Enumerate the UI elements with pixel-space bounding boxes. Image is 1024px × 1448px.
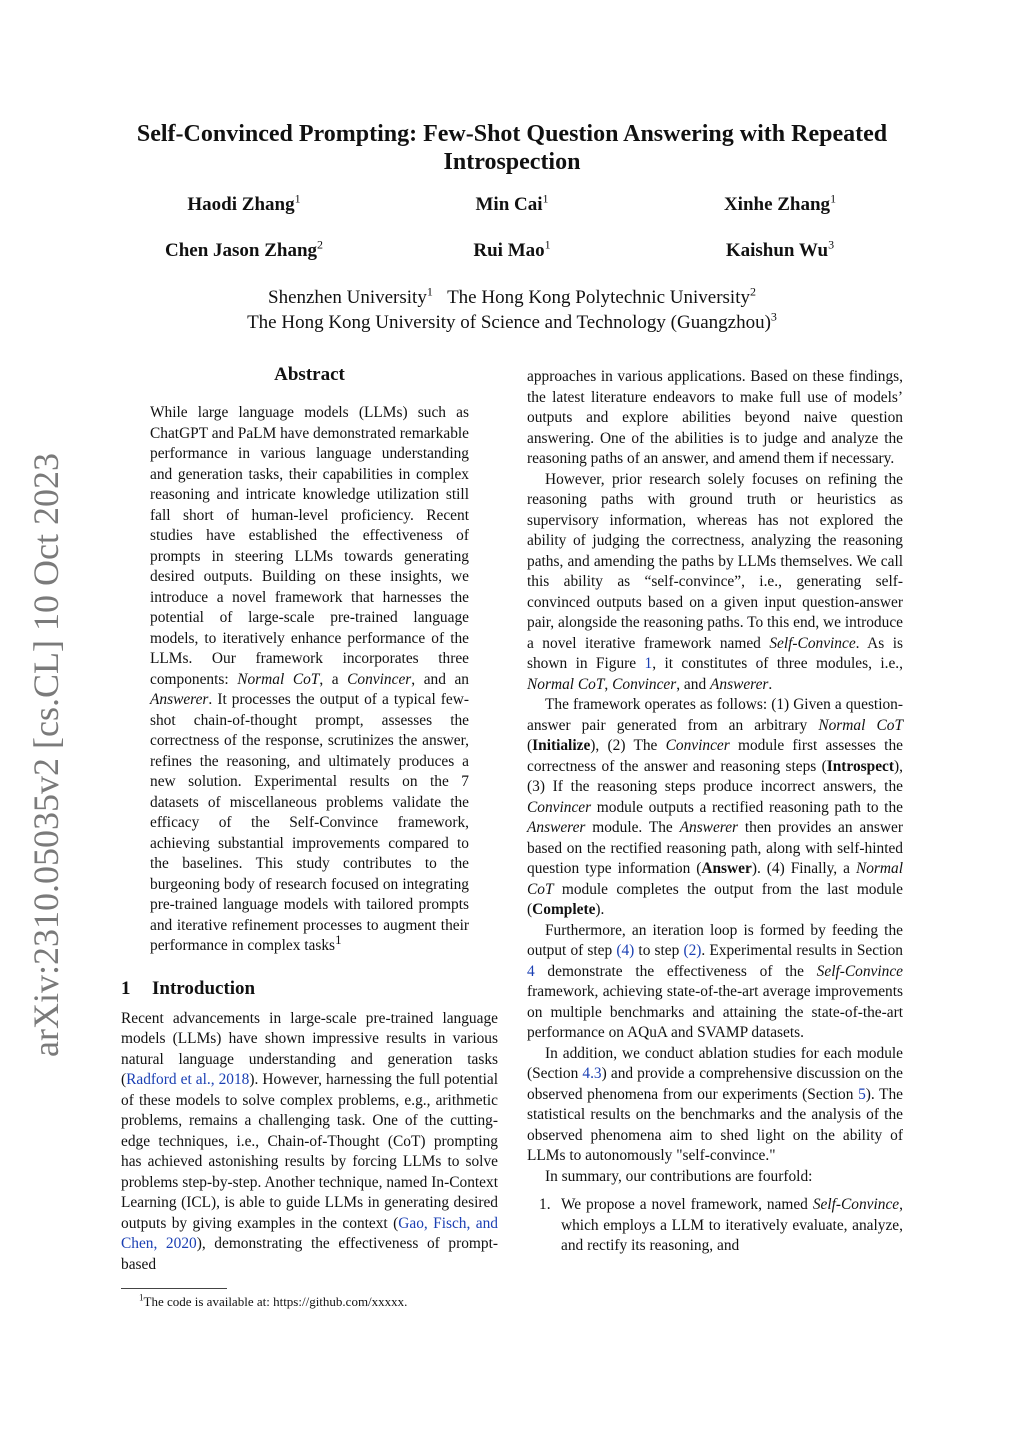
author-row-2: [110, 237, 914, 262]
arxiv-sidebar-stamp: [26, 453, 67, 1057]
introduction-paragraph: Recent advancements in large-scale pre-trained language models (LLMs) have shown impressive results in various natural language understanding and generation tasks (Radford et al., 2018). However, harnessing the full potential of these models to solve complex problems, e.g., arithmetic problems, remains a challenging task. One of the cutting-edge techniques, i.e., Chain-of-Thought (CoT) prompting has achieved astonishing results by forcing LLMs to solve problems step-by-step. Another technique, named In-Context Learning (ICL), is able to guide LLMs in generating desired outputs by giving examples in the context (Gao, Fisch, and Chen, 2020), demonstrating the effectiveness of prompt-based: [121, 1009, 499, 1273]
list-item-text: We propose a novel framework, named Self-Convince, which employs a LLM to iteratively evaluate, analyze, and rectify its reasoning, and: [561, 1196, 903, 1254]
citation-link[interactable]: Radford et al., 2018: [126, 1071, 250, 1088]
right-column: [527, 367, 903, 1257]
citation-link[interactable]: Gao, Fisch, and Chen, 2020: [121, 1214, 498, 1252]
body-paragraph: In summary, our contributions are fourfold:: [545, 1167, 813, 1185]
author: Chen Jason Zhang$^2$: [164, 237, 324, 261]
body-paragraph: However, prior research solely focuses on refining the reasoning paths with ground truth or heuristics as supervisory information, whereas has not explored the ability of judging the correctness, analyzing the reasoning paths, and amending the paths by LLMs themselves. We call this ability as “self-convince”, i.e., generating self-convinced outputs based on a given input question-answer pair, alongside the reasoning paths. To this end, we introduce a novel iterative framework named Self-Convince. As is shown in Figure 1, it constitutes of three modules, i.e., Normal CoT, Convincer, and Answerer.: [527, 470, 903, 693]
arxiv-identifier: arXiv:2310.05035v2 [cs.CL] 10 Oct 2023: [26, 453, 67, 1057]
footnote-rule: [121, 1288, 227, 1289]
section-ref-link[interactable]: 4: [527, 962, 535, 980]
author: Kaishun Wu$^3$: [725, 237, 835, 261]
affiliation-line-2: The Hong Kong University of Science and Technology (Guangzhou)$^3$: [247, 309, 777, 333]
footnote: $^1$The code is available at: https://github.com/xxxxx.: [139, 1292, 408, 1309]
author-row-1: [110, 191, 914, 216]
step-ref-link[interactable]: (2): [683, 942, 702, 959]
section-ref-link[interactable]: 5: [858, 1085, 866, 1103]
body-paragraph: In addition, we conduct ablation studies for each module (Section 4.3) and provide a comprehensive discussion on the observed phenomena from our experiments (Section 5). The statistical results on the benchmarks and the analysis of the observed phenomena aim to shed light on the ability of LLMs to autonomously "self-convince.": [527, 1044, 903, 1164]
author: Haodi Zhang$^1$: [187, 191, 301, 215]
body-paragraph: The framework operates as follows: (1) Given a question-answer pair generated from an arbitrary Normal CoT (Initialize), (2) The Convincer module first assesses the correctness of the answer and reasoning steps (Introspect), (3) If the reasoning steps produce incorrect answers, the Convincer module outputs a rectified reasoning path to the Answerer module. The Answerer then provides an answer based on the rectified reasoning path, along with self-hinted question type information (Answer). (4) Finally, a Normal CoT module completes the output from the last module (Complete).: [527, 696, 903, 918]
affiliation-line-1: Shenzhen University$^1$ The Hong Kong Polytechnic University$^2$: [268, 284, 756, 308]
footnote-marker: 1: [335, 932, 342, 947]
contribution-list-item: [527, 1195, 903, 1257]
left-column: [121, 363, 498, 1311]
section-heading-introduction: 1 Introduction: [121, 977, 256, 999]
figure-ref-link[interactable]: 1: [644, 655, 653, 672]
author: Xinhe Zhang$^1$: [723, 191, 837, 215]
list-number: 1.: [539, 1196, 551, 1213]
author: Rui Mao$^1$: [473, 237, 551, 261]
section-ref-link[interactable]: 4.3: [582, 1065, 602, 1082]
paper-title: Self-Convinced Prompting: Few-Shot Question Answering with Repeated Introspection: [136, 121, 888, 175]
body-paragraph: Furthermore, an iteration loop is formed by feeding the output of step (4) to step (2). Experimental results in Section 4 demonstrate the effectiveness of the Self-Convince framework, achieving state-of-the-art average improvements on multiple benchmarks and attaining the state-of-the-art performance on AQuA and SVAMP datasets.: [527, 921, 903, 1041]
abstract-heading: Abstract: [274, 364, 345, 385]
body-paragraph: approaches in various applications. Based on these findings, the latest literature endeavors to make full use of models’ outputs and explore abilities beyond naive question answering. One of the abilities is to judge and analyze the reasoning paths of an answer, and amend them if necessary.: [527, 368, 903, 467]
abstract-text: While large language models (LLMs) such as ChatGPT and PaLM have demonstrated remarkable performance in various language understanding and generation tasks, their capabilities in complex reasoning and intricate knowledge utilization still fall short of human-level proficiency. Recent studies have established the effectiveness of prompts in steering LLMs towards generating desired outputs. Building on these insights, we introduce a novel framework that harnesses the potential of large-scale pre-trained language models, to iteratively enhance performance of the LLMs. Our framework incorporates three components: Normal CoT, a Convincer, and an Answerer. It processes the output of a typical few-shot chain-of-thought prompt, assesses the correctness of the response, scrutinizes the answer, refines the reasoning, and ultimately produces a new solution. Experimental results on the 7 datasets of miscellaneous problems validate the efficacy of the Self-Convince framework, achieving substantial improvements compared to the baselines. This study contributes to the burgeoning body of research focused on integrating pre-trained language models with tailored prompts and iterative refinement processes to augment their performance in complex tasks$^1$: [150, 404, 470, 954]
step-ref-link[interactable]: (4): [616, 942, 635, 959]
author: Min Cai$^1$: [475, 191, 549, 215]
